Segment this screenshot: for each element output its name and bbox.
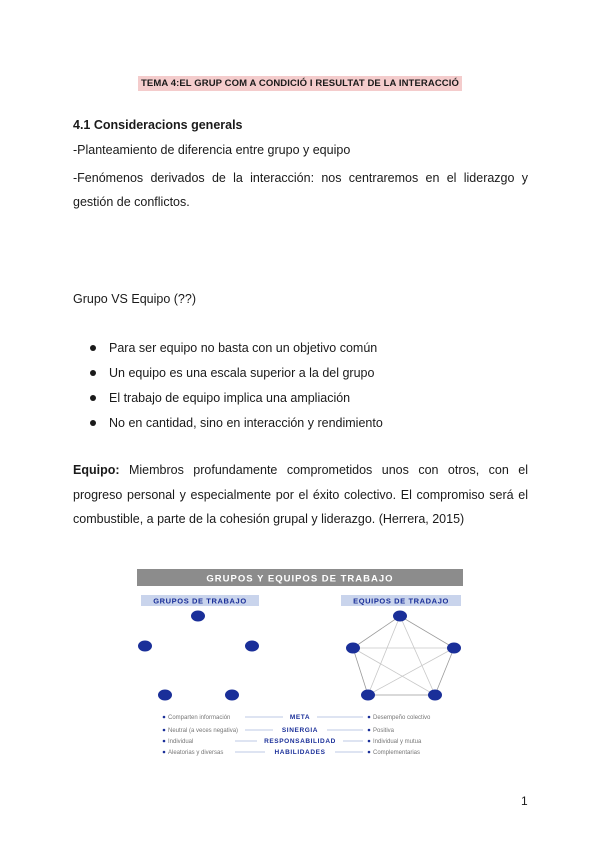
- list-item: Para ser equipo no basta con un objetivo común: [90, 338, 383, 363]
- group-node: [138, 641, 152, 652]
- group-node: [158, 690, 172, 701]
- team-node: [346, 643, 360, 654]
- row-center: META: [289, 714, 311, 721]
- row-center: RESPONSABILIDAD: [264, 738, 336, 745]
- row-right: Desempeño colectivo: [373, 715, 431, 721]
- row-left: Comparten información: [168, 715, 231, 721]
- document-title: TEMA 4:EL GRUP COM A CONDICIÓ I RESULTAT DE LA INTERACCIÓ: [0, 73, 600, 91]
- row-left: Individual: [168, 739, 194, 745]
- bullet-icon: [90, 370, 96, 376]
- figure-header: GRUPOS Y EQUIPOS DE TRABAJO: [206, 573, 394, 585]
- group-node: [225, 690, 239, 701]
- row-left: Neutral (a veces negativa): [168, 728, 239, 734]
- paragraph-line-2: -Fenómenos derivados de la interacción: nos centraremos en el liderazgo y gestión de conflictos.: [73, 171, 528, 209]
- list-item: No en cantidad, sino en interacción y rendimiento: [90, 413, 383, 438]
- page-number: 1: [521, 794, 528, 808]
- equipo-label: Equipo:: [73, 463, 120, 477]
- group-node: [245, 641, 259, 652]
- left-label: GRUPOS DE TRABAJO: [153, 596, 247, 606]
- section-heading: 4.1 Consideracions generals: [73, 118, 243, 132]
- list-item: El trabajo de equipo implica una ampliación: [90, 388, 383, 413]
- team-node: [428, 690, 442, 701]
- row-left: Aleatorias y diversas: [168, 750, 224, 756]
- team-node: [361, 690, 375, 701]
- row-center: SINERGIA: [281, 727, 319, 734]
- bullet-icon: [90, 345, 96, 351]
- team-network-lines: [353, 616, 454, 695]
- list-item: Un equipo es una escala superior a la del grupo: [90, 363, 383, 388]
- team-node: [393, 611, 407, 622]
- row-right: Positiva: [373, 728, 395, 734]
- groups-teams-figure: [137, 569, 463, 765]
- grupo-vs-equipo-heading: Grupo VS Equipo (??): [73, 292, 196, 306]
- equipo-text: Miembros profundamente comprometidos unos con otros, con el progreso personal y especialmente por el éxito colectivo. El compromiso será el combustible, a parte de la cohesión grupal y liderazgo. (Herrera, 2015): [73, 463, 528, 526]
- group-node: [191, 611, 205, 622]
- paragraph-line-1: -Planteamiento de diferencia entre grupo y equipo: [73, 143, 351, 157]
- bullet-icon: [90, 420, 96, 426]
- bullet-list: [90, 338, 383, 438]
- right-label: EQUIPOS DE TRADAJO: [353, 596, 449, 606]
- group-nodes: [138, 611, 259, 701]
- row-right: Individual y mutua: [373, 739, 422, 745]
- row-center: HABILIDADES: [274, 749, 326, 756]
- equipo-definition: [73, 458, 528, 532]
- team-node: [447, 643, 461, 654]
- bullet-icon: [90, 395, 96, 401]
- comparison-rows: [163, 714, 431, 756]
- row-right: Complementarias: [373, 750, 421, 756]
